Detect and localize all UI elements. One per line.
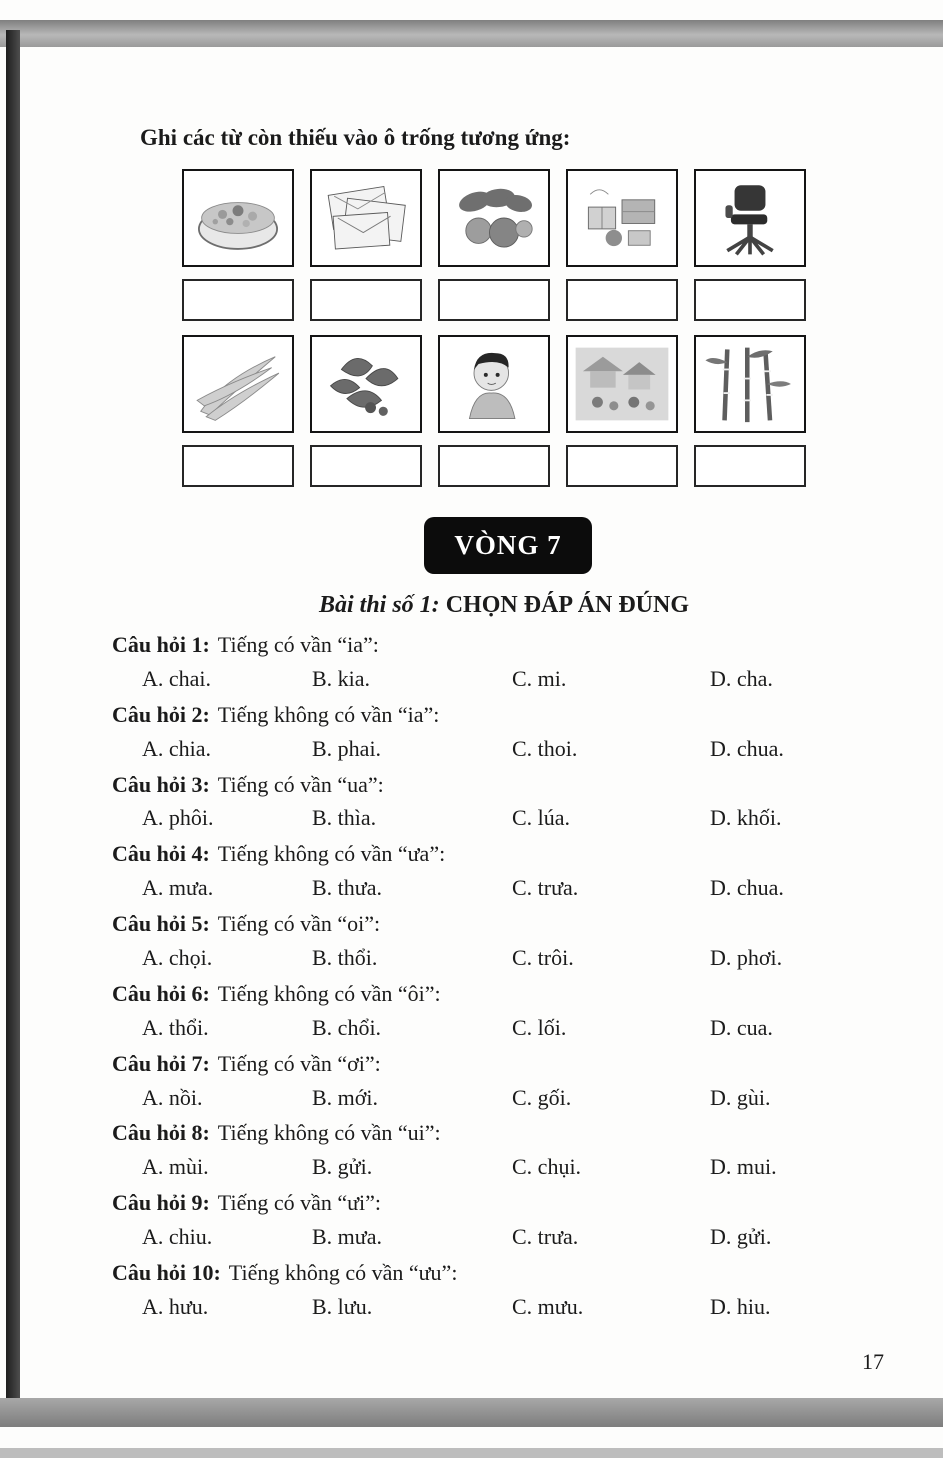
question-4-prompt: [112, 838, 872, 870]
question-8-option-d: D. mui.: [710, 1154, 777, 1180]
question-2-options: [100, 733, 872, 765]
question-3-prompt: [112, 769, 872, 801]
answer-box-1-1: [182, 279, 294, 321]
question-9-option-b: B. mưa.: [312, 1224, 382, 1250]
question-1-option-c: C. mi.: [512, 665, 567, 691]
image-leafy-vegetable: [182, 335, 294, 433]
image-village-scene: [566, 335, 678, 433]
answer-box-2-2: [310, 445, 422, 487]
round-badge: VÒNG 7: [424, 517, 591, 574]
child-icon: [444, 341, 544, 427]
office-chair-icon: [700, 175, 800, 261]
question-3-options: [100, 802, 872, 834]
question-1-options: [100, 663, 872, 695]
question-6-option-c: C. lối.: [512, 1014, 567, 1040]
gifts-icon: [572, 175, 672, 261]
test-title: [118, 592, 890, 619]
question-1-text: Tiếng có vần “ia”:: [217, 632, 379, 657]
bamboo-icon: [700, 341, 800, 427]
question-10-options: [100, 1291, 872, 1323]
question-3: [100, 769, 872, 835]
question-2: [100, 699, 872, 765]
answer-box-2-1: [182, 445, 294, 487]
question-7-option-b: B. mới.: [312, 1084, 379, 1110]
question-9-options: [100, 1221, 872, 1253]
question-5-prompt: [112, 908, 872, 940]
envelopes-icon: [316, 175, 416, 261]
question-9-prompt: [112, 1187, 872, 1219]
image-fruit-bunch: [438, 169, 550, 267]
answer-box-1-3: [438, 279, 550, 321]
question-4-option-b: B. thưa.: [312, 875, 382, 901]
image-gifts: [566, 169, 678, 267]
question-1-option-d: D. cha.: [710, 665, 773, 691]
question-6-prompt: [112, 978, 872, 1010]
image-bamboo: [694, 335, 806, 433]
question-5-option-d: D. phơi.: [710, 945, 783, 971]
page-number: 17: [862, 1348, 884, 1374]
question-9-text: Tiếng có vần “ưi”:: [217, 1190, 382, 1216]
question-7-option-d: D. gùi.: [710, 1084, 771, 1110]
question-8-text: Tiếng không có vần “ui”:: [217, 1120, 441, 1146]
test-title-prefix: Bài thi số 1:: [318, 592, 440, 618]
instruction-text: Ghi các từ còn thiếu vào ô trống tương ứng:: [140, 125, 571, 150]
scan-bottom-strip: [0, 1448, 943, 1458]
salad-bowl-icon: [188, 175, 288, 261]
image-row-1: [182, 169, 872, 267]
question-10-option-a: A. hưu.: [142, 1293, 209, 1319]
village-scene-icon: [572, 341, 672, 427]
scan-left-edge: [6, 30, 20, 1420]
answer-box-1-4: [566, 279, 678, 321]
question-4-label: Câu hỏi 4:: [112, 841, 210, 867]
question-3-option-a: A. phôi.: [142, 805, 214, 831]
question-5-option-a: A. chọi.: [142, 945, 213, 971]
answer-box-2-4: [566, 445, 678, 487]
answer-box-1-2: [310, 279, 422, 321]
question-8-option-c: C. chụi.: [512, 1154, 582, 1180]
round-badge-wrap: [122, 517, 894, 574]
question-5-option-b: B. thổi.: [312, 945, 378, 971]
question-10-option-b: B. lưu.: [312, 1293, 373, 1319]
image-office-chair: [694, 169, 806, 267]
question-list: [100, 629, 872, 1323]
question-8-prompt: [112, 1117, 872, 1149]
question-3-option-b: B. thìa.: [312, 805, 377, 831]
question-2-option-d: D. chua.: [710, 735, 784, 761]
question-6-option-b: B. chổi.: [312, 1014, 382, 1040]
dark-leaves-icon: [316, 341, 416, 427]
question-10-text: Tiếng không có vần “ưu”:: [228, 1260, 458, 1286]
image-salad-bowl: [182, 169, 294, 267]
answer-box-row-1: [182, 279, 872, 321]
fruit-bunch-icon: [444, 175, 544, 261]
question-1-option-b: B. kia.: [312, 665, 371, 691]
question-7-label: Câu hỏi 7:: [112, 1050, 210, 1076]
question-7-text: Tiếng có vần “ơi”:: [217, 1050, 381, 1076]
scan-top-edge: [0, 20, 943, 47]
question-4-options: [100, 872, 872, 904]
question-2-option-a: A. chia.: [142, 735, 212, 761]
question-2-option-b: B. phai.: [312, 735, 382, 761]
image-child: [438, 335, 550, 433]
question-6-options: [100, 1012, 872, 1044]
answer-box-row-2: [182, 445, 872, 487]
question-6: [100, 978, 872, 1044]
question-9: [100, 1187, 872, 1253]
question-3-label: Câu hỏi 3:: [112, 771, 210, 797]
question-1-label: Câu hỏi 1:: [112, 632, 210, 657]
question-2-prompt: [112, 699, 872, 731]
question-2-option-c: C. thoi.: [512, 735, 578, 761]
question-4-option-c: C. trưa.: [512, 875, 579, 901]
question-8-option-a: A. mùi.: [142, 1154, 209, 1180]
question-9-label: Câu hỏi 9:: [112, 1190, 210, 1216]
image-envelopes: [310, 169, 422, 267]
question-8-label: Câu hỏi 8:: [112, 1120, 210, 1146]
question-3-text: Tiếng có vần “ua”:: [217, 771, 384, 797]
test-title-main: CHỌN ĐÁP ÁN ĐÚNG: [445, 592, 690, 618]
question-10-label: Câu hỏi 10:: [112, 1260, 221, 1286]
question-5: [100, 908, 872, 974]
question-1-option-a: A. chai.: [142, 665, 212, 691]
question-5-option-c: C. trôi.: [512, 945, 574, 971]
question-4-text: Tiếng không có vần “ưa”:: [217, 841, 446, 867]
image-row-2: [182, 335, 872, 433]
question-2-text: Tiếng không có vần “ia”:: [217, 701, 440, 727]
question-5-text: Tiếng có vần “oi”:: [217, 911, 381, 937]
page-content: [100, 125, 884, 1375]
question-10: [100, 1257, 872, 1323]
question-8-option-b: B. gửi.: [312, 1154, 373, 1180]
question-7: [100, 1048, 872, 1114]
question-9-option-d: D. gửi.: [710, 1224, 772, 1250]
question-6-option-a: A. thổi.: [142, 1014, 209, 1040]
question-4-option-d: D. chua.: [710, 875, 784, 901]
image-dark-leaves: [310, 335, 422, 433]
question-6-option-d: D. cua.: [710, 1014, 773, 1040]
question-7-options: [100, 1082, 872, 1114]
answer-box-2-3: [438, 445, 550, 487]
question-9-option-a: A. chiu.: [142, 1224, 213, 1250]
question-7-option-c: C. gối.: [512, 1084, 572, 1110]
question-10-prompt: [112, 1257, 872, 1289]
question-7-prompt: [112, 1048, 872, 1080]
question-1: [100, 629, 872, 695]
question-4: [100, 838, 872, 904]
scan-bottom-edge: [0, 1398, 943, 1427]
question-5-label: Câu hỏi 5:: [112, 911, 210, 937]
question-8-options: [100, 1151, 872, 1183]
question-6-text: Tiếng không có vần “ôi”:: [217, 980, 441, 1006]
question-1-prompt: [112, 629, 872, 661]
question-3-option-d: D. khối.: [710, 805, 782, 831]
leafy-vegetable-icon: [188, 341, 288, 427]
answer-box-1-5: [694, 279, 806, 321]
question-4-option-a: A. mưa.: [142, 875, 214, 901]
question-3-option-c: C. lúa.: [512, 805, 571, 831]
question-10-option-d: D. hiu.: [710, 1293, 771, 1319]
question-8: [100, 1117, 872, 1183]
answer-box-2-5: [694, 445, 806, 487]
question-6-label: Câu hỏi 6:: [112, 980, 210, 1006]
question-7-option-a: A. nồi.: [142, 1084, 203, 1110]
question-10-option-c: C. mưu.: [512, 1293, 584, 1319]
question-9-option-c: C. trưa.: [512, 1224, 579, 1250]
question-2-label: Câu hỏi 2:: [112, 701, 210, 727]
question-5-options: [100, 942, 872, 974]
